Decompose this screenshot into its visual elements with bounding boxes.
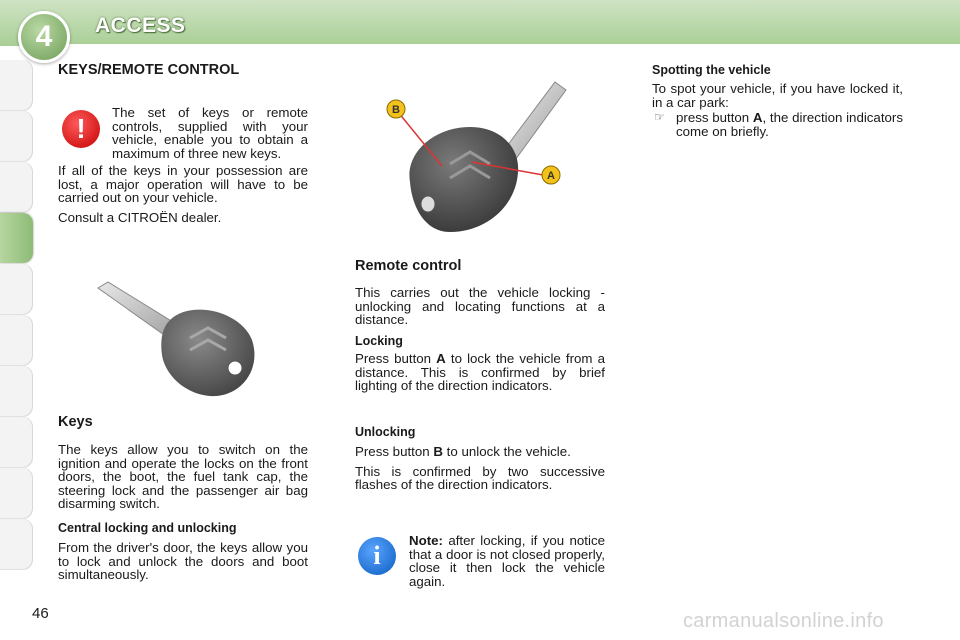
locking-text (355, 352, 605, 393)
bullet-text-pre: press button (676, 110, 750, 125)
side-tab-2[interactable] (0, 111, 33, 161)
spotting-bullet-text (676, 111, 903, 138)
warning-text: The set of keys or remote controls, supplied with your vehicle, enable you to obtain a maximum of three new keys. (112, 105, 308, 161)
note-label: Note: (409, 533, 443, 548)
spotting-heading: Spotting the vehicle (652, 63, 771, 77)
remote-control-text: This carries out the vehicle locking - unlocking and locating functions at a distance. (355, 285, 605, 327)
note-body: after locking, if you notice that a door is not closed properly, close it then lock the vehicle again. (409, 533, 605, 589)
side-tab-1[interactable] (0, 60, 33, 110)
central-locking-heading: Central locking and unlocking (58, 521, 237, 535)
unlocking-text (355, 445, 605, 498)
lost-keys-text (58, 164, 308, 230)
page-number: 46 (32, 605, 49, 622)
remote-key-illustration (380, 72, 580, 247)
unlocking-confirmation: This is confirmed by two successive flashes of the direction indicators. (355, 463, 605, 492)
central-locking-text: From the driver's door, the keys allow you to lock and unlock the doors and boot simultaneously. (58, 540, 308, 582)
header-divider (60, 44, 960, 47)
side-tab-7[interactable] (0, 366, 33, 416)
label-a: A (547, 170, 555, 182)
side-tab-9[interactable] (0, 468, 33, 518)
side-tab-3[interactable] (0, 162, 33, 212)
remote-control-heading: Remote control (355, 258, 462, 274)
section-title: ACCESS (95, 14, 186, 37)
spotting-text: To spot your vehicle, if you have locked it, in a car park: (652, 81, 903, 110)
keys-text: The keys allow you to switch on the ignition and operate the locks on the front doors, the boot, the fuel tank cap, the steering lock and the passenger air bag disarming switch. (58, 442, 308, 511)
side-tab-6[interactable] (0, 315, 33, 365)
chapter-badge: 4 (18, 11, 70, 63)
unlocking-heading: Unlocking (355, 425, 416, 439)
locking-button-ref: A (436, 351, 446, 366)
keys-heading: Keys (58, 414, 93, 430)
unlocking-text-post: to unlock the vehicle. (446, 444, 571, 459)
watermark: carmanualsonline.info (683, 610, 884, 632)
lost-keys-paragraph: If all of the keys in your possession are lost, a major operation will have to be carried out on your vehicle. (58, 163, 308, 205)
side-tab-8[interactable] (0, 417, 33, 467)
info-icon: i (358, 537, 396, 575)
bullet-arrow-icon: ☞ (654, 110, 665, 124)
chapter-side-tabs (0, 60, 33, 575)
unlocking-text-pre: Press button (355, 444, 430, 459)
warning-icon: ! (62, 110, 100, 148)
dealer-paragraph: Consult a CITROËN dealer. (58, 209, 222, 225)
locking-text-post: to lock the vehicle from a distance. This is confirmed by brief lighting of the direction indicators. (355, 351, 605, 393)
key-illustration (90, 280, 260, 400)
unlocking-button-ref: B (433, 444, 443, 459)
note-text (409, 534, 605, 588)
side-tab-5[interactable] (0, 264, 33, 314)
bullet-text-post: , the direction indicators come on briefly. (676, 110, 903, 139)
locking-heading: Locking (355, 334, 403, 348)
page-title: KEYS/REMOTE CONTROL (58, 62, 240, 78)
unlocking-paragraph (355, 445, 605, 459)
side-tab-10[interactable] (0, 519, 33, 569)
side-tab-4-active[interactable] (0, 213, 33, 263)
label-b: B (392, 104, 400, 116)
locking-text-pre: Press button (355, 351, 432, 366)
bullet-button-ref: A (752, 110, 763, 125)
